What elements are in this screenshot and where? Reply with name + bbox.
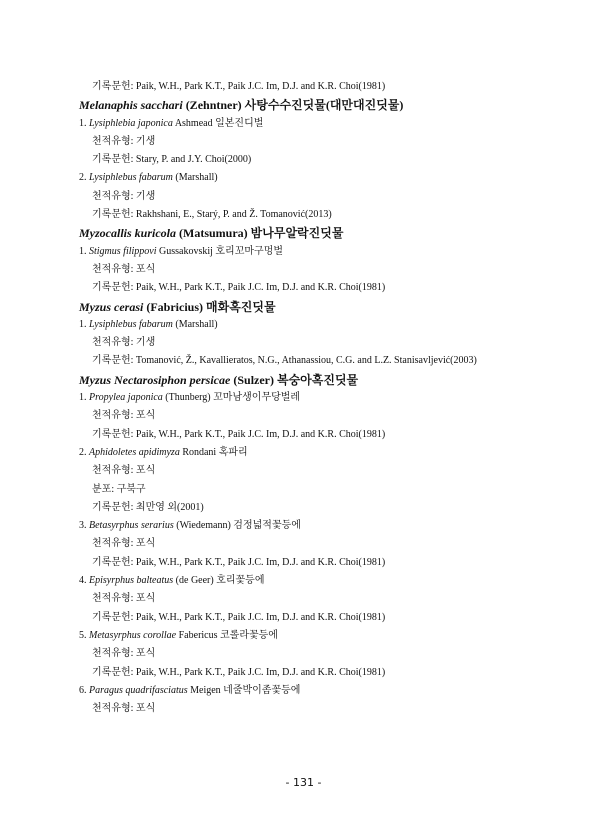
enemy-scientific-name: Propylea japonica (89, 392, 163, 404)
species-scientific-name: Melanaphis sacchari (79, 98, 183, 113)
entry-detail-line: 기록문헌: Paik, W.H., Park K.T., Paik J.C. Im, D.J. and K.R. Choi(1981) (92, 282, 386, 294)
entry-detail-line: 기록문헌: Paik, W.H., Park K.T., Paik J.C. Im, D.J. and K.R. Choi(1981) (92, 428, 386, 440)
species-heading (79, 96, 549, 114)
species-heading (79, 371, 549, 389)
enemy-author-common-name: Gussakovskij 호리꼬마구멍벌 (156, 245, 284, 257)
entry-detail-line: 천적유형: 기생 (92, 135, 156, 147)
enemy-entry (79, 572, 549, 590)
entry-detail-line: 천적유형: 기생 (92, 337, 156, 349)
species-scientific-name: Myzus Nectarosiphon persicae (79, 372, 231, 387)
document-body (79, 78, 549, 718)
enemy-entry (79, 627, 549, 645)
enemy-scientific-name: Lysiphlebus fabarum (89, 172, 173, 184)
entry-detail-line: 천적유형: 포식 (92, 593, 156, 605)
enemy-entry (79, 682, 549, 700)
entry-number: 5. (79, 629, 89, 641)
enemy-author-common-name: (de Geer) 호리꽃등에 (173, 575, 265, 587)
entry-detail-line: 천적유형: 포식 (92, 703, 156, 715)
entry-detail-line: 천적유형: 포식 (92, 538, 156, 550)
enemy-author-common-name: Rondani 혹파리 (179, 446, 248, 458)
enemy-scientific-name: Lysiphlebia japonica (89, 117, 173, 129)
species-author-common-name: (Fabricius) 매화혹진딧물 (143, 299, 276, 314)
entry-detail-line: 천적유형: 기생 (92, 190, 156, 202)
enemy-entry (79, 115, 549, 133)
enemy-author-common-name: (Marshall) (172, 172, 218, 184)
entry-number: 1. (79, 318, 89, 330)
entry-detail-line: 기록문헌: Paik, W.H., Park K.T., Paik J.C. Im, D.J. and K.R. Choi(1981) (92, 666, 386, 678)
enemy-scientific-name: Lysiphlebus fabarum (89, 318, 173, 330)
enemy-author-common-name: (Wiedemann) 검정넓적꽃등에 (173, 520, 301, 532)
enemy-author-common-name: (Thunberg) 꼬마남생이무당벌레 (162, 392, 301, 404)
enemy-scientific-name: Aphidoletes apidimyza (89, 446, 180, 458)
enemy-scientific-name: Episyrphus balteatus (89, 575, 174, 587)
enemy-scientific-name: Metasyrphus corollae (89, 629, 177, 641)
entry-detail-line: 기록문헌: Tomanović, Ž., Kavallieratos, N.G., Athanassiou, C.G. and L.Z. Stanisavljević(2003) (92, 355, 477, 367)
entry-number: 4. (79, 575, 89, 587)
entry-detail-line: 기록문헌: Paik, W.H., Park K.T., Paik J.C. Im, D.J. and K.R. Choi(1981) (92, 81, 386, 92)
entry-detail-line: 천적유형: 포식 (92, 465, 156, 477)
entry-detail-line: 기록문헌: Rakhshani, E., Starý, P. and Ž. Tomanović(2013) (92, 209, 332, 221)
entry-detail-line: 천적유형: 포식 (92, 648, 156, 660)
entry-detail-line: 분포: 구북구 (92, 483, 146, 495)
species-author-common-name: (Matsumura) 밤나무알락진딧물 (176, 226, 344, 241)
enemy-scientific-name: Betasyrphus serarius (89, 520, 174, 532)
entry-number: 1. (79, 392, 89, 404)
enemy-entry (79, 517, 549, 535)
entry-detail-line: 기록문헌: Paik, W.H., Park K.T., Paik J.C. Im, D.J. and K.R. Choi(1981) (92, 556, 386, 568)
enemy-author-common-name: Ashmead 일본진디벌 (172, 117, 264, 129)
enemy-entry (79, 389, 549, 407)
entry-detail-line: 기록문헌: Paik, W.H., Park K.T., Paik J.C. Im, D.J. and K.R. Choi(1981) (92, 611, 386, 623)
enemy-author-common-name: (Marshall) (172, 318, 218, 330)
species-heading (79, 298, 549, 316)
entry-number: 1. (79, 245, 89, 257)
entry-detail-line: 기록문헌: 최만영 외(2001) (92, 501, 204, 513)
enemy-entry (79, 444, 549, 462)
enemy-scientific-name: Paragus quadrifasciatus (89, 684, 188, 696)
species-heading (79, 224, 549, 242)
entry-detail-line: 천적유형: 포식 (92, 263, 156, 275)
enemy-scientific-name: Stigmus filippovi (89, 245, 157, 257)
entry-number: 6. (79, 684, 89, 696)
enemy-author-common-name: Fabericus 코롤라꽃등에 (176, 629, 278, 641)
entry-detail-line: 기록문헌: Stary, P. and J.Y. Choi(2000) (92, 154, 252, 166)
enemy-entry (79, 169, 549, 187)
species-scientific-name: Myzocallis kuricola (79, 226, 177, 241)
enemy-author-common-name: Meigen 네줄박이좀꽃등에 (187, 684, 301, 696)
entry-number: 2. (79, 446, 89, 458)
enemy-entry (79, 243, 549, 261)
entry-number: 3. (79, 520, 89, 532)
entry-detail-line: 천적유형: 포식 (92, 410, 156, 422)
page-number: - 131 - (285, 776, 322, 789)
species-author-common-name: (Sulzer) 복숭아혹진딧물 (230, 372, 359, 387)
enemy-entry (79, 316, 549, 334)
species-author-common-name: (Zehntner) 사탕수수진딧물(대만대진딧물) (182, 98, 404, 113)
entry-number: 1. (79, 117, 89, 129)
entry-number: 2. (79, 172, 89, 184)
species-scientific-name: Myzus cerasi (79, 299, 144, 314)
